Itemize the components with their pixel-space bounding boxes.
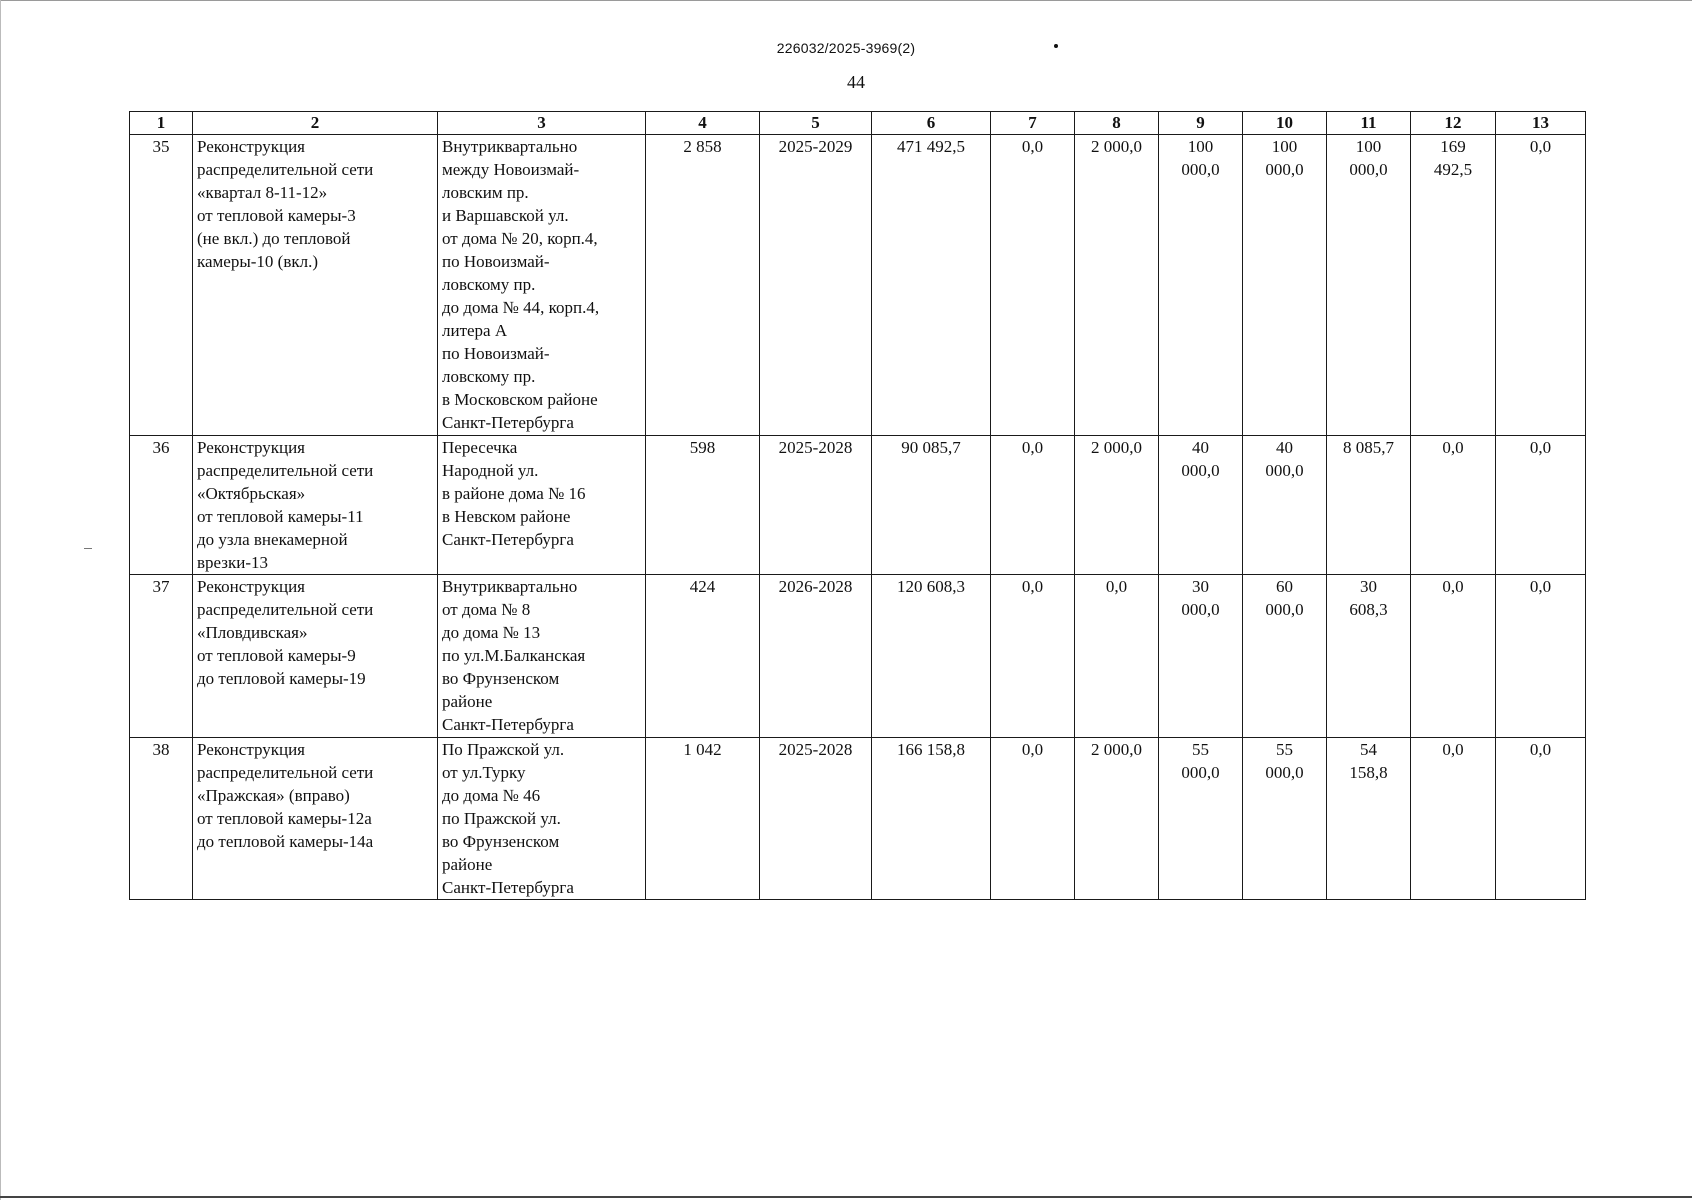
row-number: 36: [130, 436, 193, 575]
cell-col-4: 2 858: [646, 135, 760, 436]
cell-col-11: 30 608,3: [1327, 575, 1411, 738]
object-name: Реконструкция распределительной сети «квартал 8-11-12» от тепловой камеры-3 (не вкл.) до тепловой камеры-10 (вкл.): [193, 135, 438, 436]
object-location: Пересечка Народной ул. в районе дома № 16 в Невском районе Санкт-Петербурга: [438, 436, 646, 575]
cell-col-9: 40 000,0: [1159, 436, 1243, 575]
cell-col-4: 1 042: [646, 738, 760, 900]
row-number: 35: [130, 135, 193, 436]
cell-col-7: 0,0: [991, 135, 1075, 436]
table-row: [130, 575, 1586, 738]
column-header-10: 10: [1243, 112, 1327, 135]
column-header-11: 11: [1327, 112, 1411, 135]
cell-col-5: 2025-2028: [760, 738, 872, 900]
object-name: Реконструкция распределительной сети «Пражская» (вправо) от тепловой камеры-12а до тепловой камеры-14а: [193, 738, 438, 900]
column-header-12: 12: [1411, 112, 1496, 135]
cell-col-8: 0,0: [1075, 575, 1159, 738]
column-header-3: 3: [438, 112, 646, 135]
cell-col-13: 0,0: [1496, 436, 1586, 575]
document-id: 226032/2025-3969(2): [776, 40, 916, 56]
cell-col-11: 100 000,0: [1327, 135, 1411, 436]
cell-col-7: 0,0: [991, 738, 1075, 900]
cell-col-12: 0,0: [1411, 436, 1496, 575]
table-row: [130, 135, 1586, 436]
object-location: По Пражской ул. от ул.Турку до дома № 46 по Пражской ул. во Фрунзенском районе Санкт-Петербурга: [438, 738, 646, 900]
cell-col-9: 100 000,0: [1159, 135, 1243, 436]
cell-col-12: 0,0: [1411, 738, 1496, 900]
row-number: 38: [130, 738, 193, 900]
cell-col-5: 2025-2028: [760, 436, 872, 575]
table-header-row: [130, 112, 1586, 135]
cell-col-8: 2 000,0: [1075, 135, 1159, 436]
cell-col-10: 100 000,0: [1243, 135, 1327, 436]
column-header-8: 8: [1075, 112, 1159, 135]
cell-col-8: 2 000,0: [1075, 436, 1159, 575]
object-location: Внутриквартально между Новоизмай- ловским пр. и Варшавской ул. от дома № 20, корп.4, по Новоизмай- ловскому пр. до дома № 44, корп.4, литера А по Новоизмай- ловскому пр. в Московском районе Санкт-Петербурга: [438, 135, 646, 436]
cell-col-7: 0,0: [991, 575, 1075, 738]
cell-col-6: 90 085,7: [872, 436, 991, 575]
object-name: Реконструкция распределительной сети «Пловдивская» от тепловой камеры-9 до тепловой камеры-19: [193, 575, 438, 738]
cell-col-5: 2026-2028: [760, 575, 872, 738]
cell-col-9: 55 000,0: [1159, 738, 1243, 900]
cell-col-8: 2 000,0: [1075, 738, 1159, 900]
cell-col-7: 0,0: [991, 436, 1075, 575]
column-header-4: 4: [646, 112, 760, 135]
cell-col-6: 471 492,5: [872, 135, 991, 436]
column-header-9: 9: [1159, 112, 1243, 135]
cell-col-13: 0,0: [1496, 135, 1586, 436]
cell-col-10: 60 000,0: [1243, 575, 1327, 738]
page-number: 44: [847, 72, 865, 92]
cell-col-10: 55 000,0: [1243, 738, 1327, 900]
cell-col-13: 0,0: [1496, 738, 1586, 900]
cell-col-11: 8 085,7: [1327, 436, 1411, 575]
scan-edge-bottom: [0, 1196, 1692, 1198]
cell-col-4: 424: [646, 575, 760, 738]
cell-col-10: 40 000,0: [1243, 436, 1327, 575]
table-row: [130, 436, 1586, 575]
cell-col-13: 0,0: [1496, 575, 1586, 738]
cell-col-11: 54 158,8: [1327, 738, 1411, 900]
row-number: 37: [130, 575, 193, 738]
cell-col-12: 0,0: [1411, 575, 1496, 738]
table-row: [130, 738, 1586, 900]
object-name: Реконструкция распределительной сети «Октябрьская» от тепловой камеры-11 до узла внекамерной врезки-13: [193, 436, 438, 575]
column-header-2: 2: [193, 112, 438, 135]
object-location: Внутриквартально от дома № 8 до дома № 13 по ул.М.Балканская во Фрунзенском районе Санкт-Петербурга: [438, 575, 646, 738]
column-header-5: 5: [760, 112, 872, 135]
document-dot-mark: [1054, 44, 1058, 48]
cell-col-12: 169 492,5: [1411, 135, 1496, 436]
scan-edge-top: [0, 0, 1692, 1]
column-header-13: 13: [1496, 112, 1586, 135]
cell-col-9: 30 000,0: [1159, 575, 1243, 738]
scan-stray-mark: [84, 548, 92, 549]
column-header-7: 7: [991, 112, 1075, 135]
column-header-1: 1: [130, 112, 193, 135]
cell-col-6: 166 158,8: [872, 738, 991, 900]
column-header-6: 6: [872, 112, 991, 135]
works-table: [129, 111, 1586, 900]
cell-col-5: 2025-2029: [760, 135, 872, 436]
cell-col-6: 120 608,3: [872, 575, 991, 738]
cell-col-4: 598: [646, 436, 760, 575]
scan-edge-left: [0, 0, 1, 1200]
